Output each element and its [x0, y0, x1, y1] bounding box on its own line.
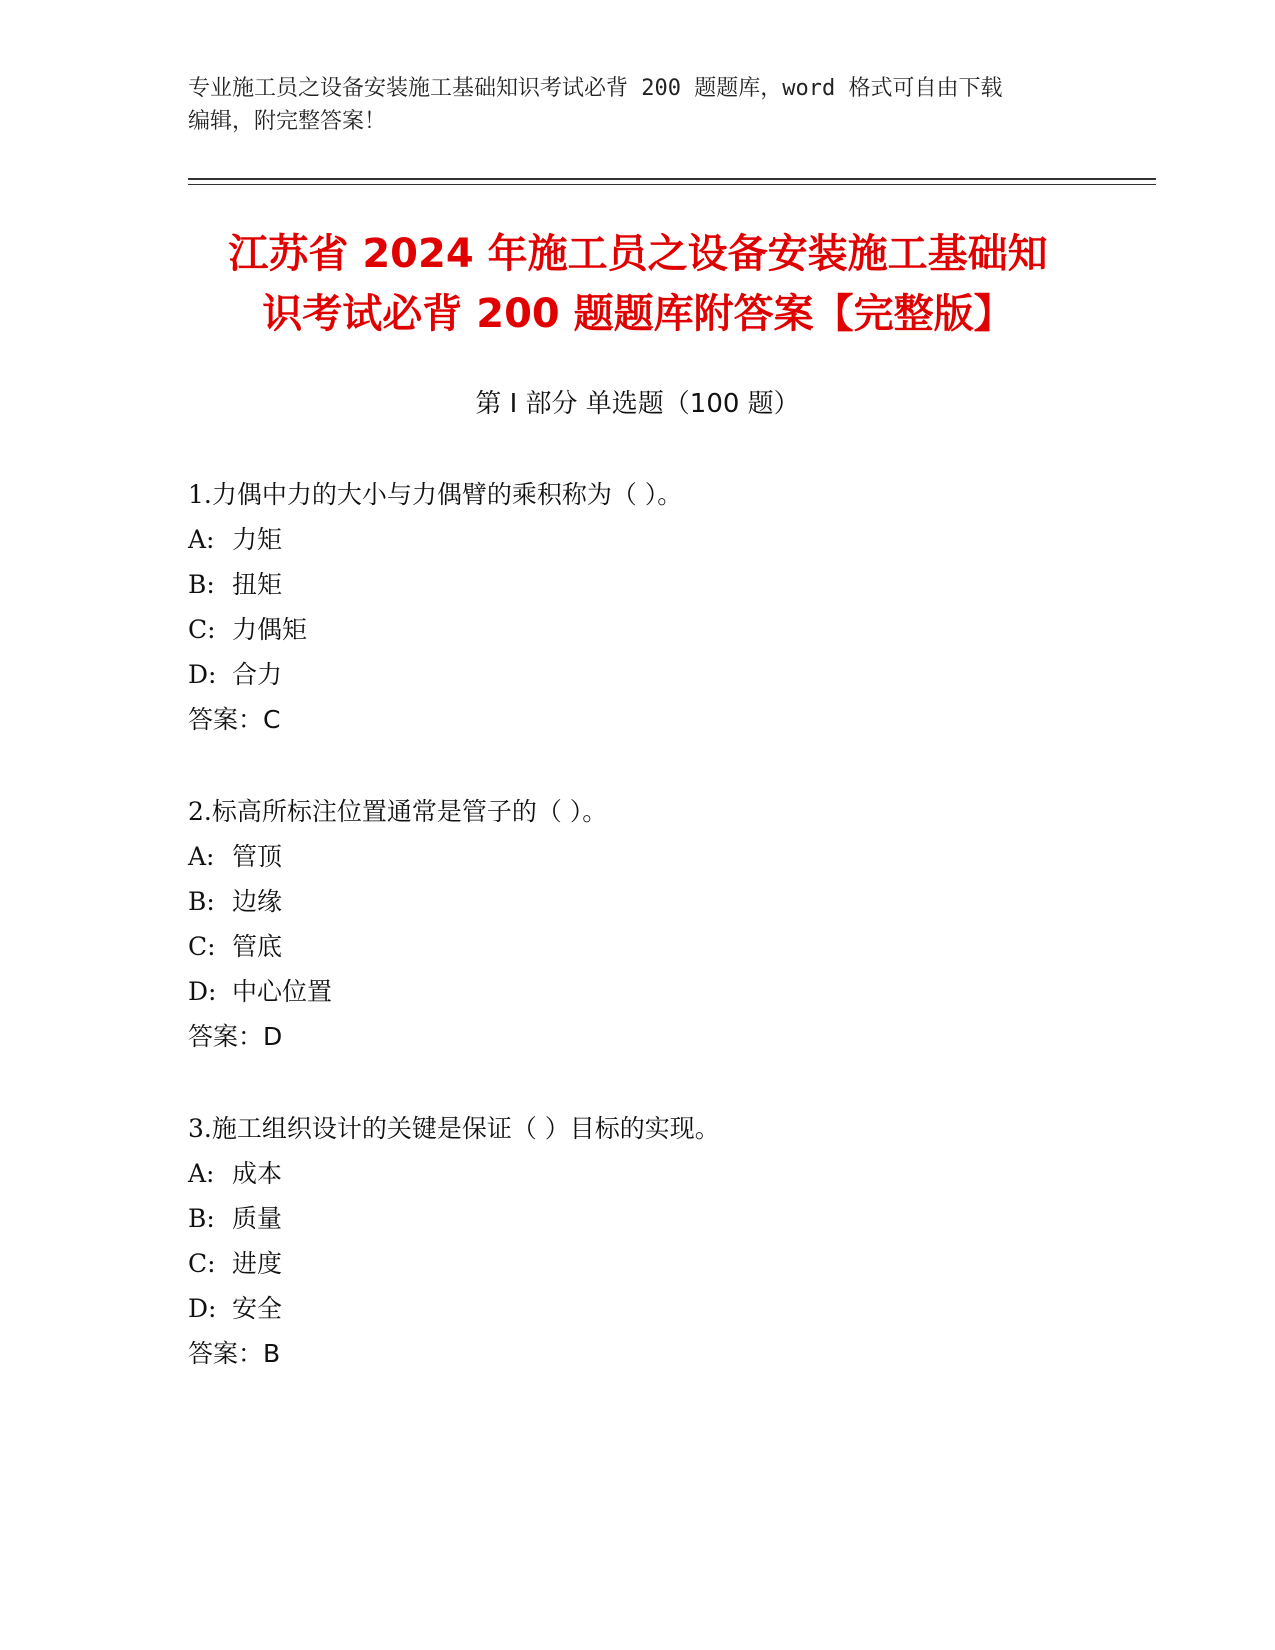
question-block-1 — [188, 472, 1138, 742]
option-b — [188, 562, 1138, 607]
document-title — [188, 224, 1088, 344]
option-text: 合力 — [232, 660, 283, 689]
option-letter: B: — [188, 570, 215, 599]
option-text: 管顶 — [232, 842, 283, 871]
header-note-line1: 专业施工员之设备安装施工基础知识考试必背 200 题题库，word 格式可自由下载 — [188, 76, 1003, 101]
option-text: 质量 — [232, 1204, 283, 1233]
option-d — [188, 969, 1138, 1014]
header-note — [188, 72, 1088, 138]
option-a — [188, 1151, 1138, 1196]
option-text: 进度 — [232, 1249, 283, 1278]
header-divider-thin — [188, 184, 1156, 185]
option-c — [188, 1241, 1138, 1286]
option-letter: C: — [188, 615, 216, 644]
option-letter: B: — [188, 1204, 215, 1233]
option-b — [188, 1196, 1138, 1241]
question-block-2 — [188, 789, 1138, 1059]
question-block-3 — [188, 1106, 1138, 1376]
title-line1: 江苏省 2024 年施工员之设备安装施工基础知 — [228, 231, 1048, 277]
title-line2: 识考试必背 200 题题库附答案【完整版】 — [262, 291, 1014, 337]
option-letter: B: — [188, 887, 215, 916]
option-letter: A: — [188, 1159, 215, 1188]
answer-line: 答案：D — [188, 1022, 283, 1051]
header-divider-thick — [188, 178, 1156, 180]
option-letter: C: — [188, 932, 216, 961]
option-text: 力偶矩 — [232, 615, 308, 644]
option-text: 安全 — [232, 1294, 283, 1323]
section-heading: 第 I 部分 单选题（100 题） — [475, 389, 800, 419]
option-letter: D: — [188, 977, 217, 1006]
question-stem: 3.施工组织设计的关键是保证（ ）目标的实现。 — [188, 1114, 720, 1143]
option-text: 中心位置 — [232, 977, 333, 1006]
option-letter: D: — [188, 660, 217, 689]
option-b — [188, 879, 1138, 924]
option-letter: D: — [188, 1294, 217, 1323]
answer-line: 答案：C — [188, 705, 281, 734]
question-stem: 1.力偶中力的大小与力偶臂的乘积称为（ ）。 — [188, 480, 683, 509]
option-text: 力矩 — [232, 525, 283, 554]
option-text: 成本 — [232, 1159, 283, 1188]
option-c — [188, 607, 1138, 652]
option-text: 扭矩 — [232, 570, 283, 599]
question-stem: 2.标高所标注位置通常是管子的（ ）。 — [188, 797, 608, 826]
option-letter: A: — [188, 525, 215, 554]
option-a — [188, 834, 1138, 879]
option-a — [188, 517, 1138, 562]
option-text: 管底 — [232, 932, 283, 961]
option-d — [188, 652, 1138, 697]
option-letter: C: — [188, 1249, 216, 1278]
header-note-line2: 编辑，附完整答案！ — [188, 109, 387, 134]
option-c — [188, 924, 1138, 969]
option-d — [188, 1286, 1138, 1331]
option-letter: A: — [188, 842, 215, 871]
option-text: 边缘 — [232, 887, 283, 916]
answer-line: 答案：B — [188, 1339, 281, 1368]
